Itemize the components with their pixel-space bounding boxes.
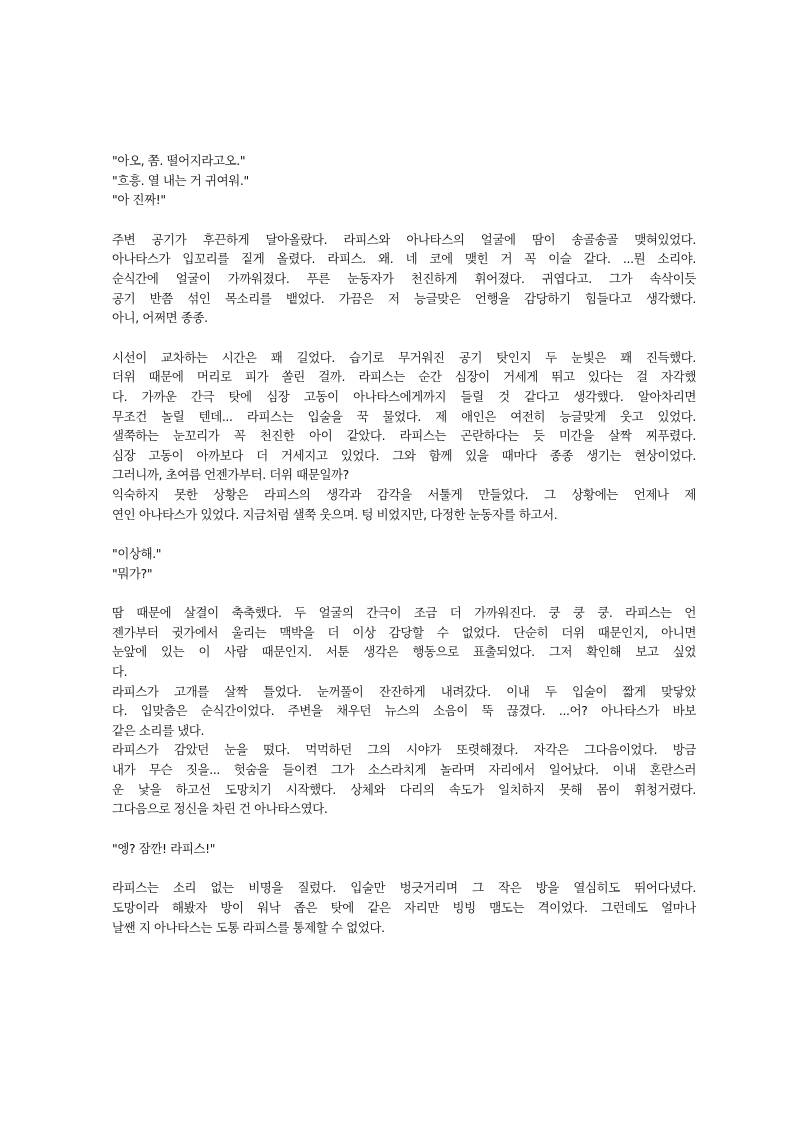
paragraph-gap: [112, 328, 696, 348]
dialogue-line: "아오, 쫌. 떨어지라고오.": [112, 153, 246, 168]
text-line: 운 낯을 하고선 도망치기 시작했다. 상체와 다리의 속도가 일치하지 못해 몸이 휘청거렸다.: [112, 781, 696, 797]
paragraph-gap: [112, 210, 696, 230]
text-line: 도망이라 해봤자 방이 워낙 좁은 탓에 같은 자리만 빙빙 맴도는 격이었다. 그런데도 얼마나: [112, 900, 696, 915]
paragraph-block-4: [112, 878, 696, 937]
text-line: 익숙하지 못한 상황은 라피스의 생각과 감각을 서툴게 만들었다. 그 상황에는 언제나 제: [112, 486, 696, 502]
text-line: 내가 무슨 짓을... 헛숨을 들이켠 그가 소스라치게 놀라며 자리에서 일어났다. 이내 혼란스러: [112, 762, 696, 778]
dialogue-line: "이상해.": [112, 546, 162, 562]
text-line: 다.: [112, 664, 128, 680]
text-line: 다. 가까운 간극 탓에 심장 고동이 아나타스에게까지 들릴 것 같다고 생각했다. 알아차리면: [112, 388, 696, 404]
text-line: 눈앞에 있는 이 사람 때문인지. 서툰 생각은 행동으로 표출되었다. 그저 확인해 보고 싶었: [112, 644, 696, 660]
dialogue-block-2: [112, 544, 696, 583]
text-line: 아나타스가 입꼬리를 짙게 올렸다. 라피스. 왜. 네 코에 맺힌 거 꼭 이슬 같다. ...뭔 소리야.: [112, 251, 696, 267]
paragraph-block-1: [112, 230, 696, 328]
text-line: 그러니까, 초여름 언젠가부터. 더위 때문일까?: [112, 467, 349, 483]
dialogue-line: "흐흥. 열 내는 거 귀여워.": [112, 172, 249, 188]
text-line: 그다음으로 정신을 차린 건 아나타스였다.: [112, 801, 328, 817]
text-line: 순식간에 얼굴이 가까워졌다. 푸른 눈동자가 천진하게 휘어졌다. 귀엽다고. 그가 속삭이듯: [112, 270, 696, 286]
text-line: 라피스가 감았던 눈을 떴다. 먹먹하던 그의 시야가 또렷해졌다. 자각은 그다음이었다. 방금: [112, 742, 696, 758]
text-line: 연인 아나타스가 있었다. 지금처럼 샐쭉 웃으며. 텅 비었지만, 다정한 눈동자를 하고서.: [112, 506, 558, 522]
paragraph-gap: [112, 583, 696, 603]
dialogue-line: "뭐가?": [112, 565, 153, 581]
text-line: 무조건 놀릴 텐데... 라피스는 입술을 꾹 물었다. 제 애인은 여전히 능글맞게 웃고 있었다.: [112, 408, 696, 424]
paragraph-gap: [112, 524, 696, 544]
text-line: 라피스는 소리 없는 비명을 질렀다. 입술만 벙긋거리며 그 작은 방을 열심히도 뛰어다녔다.: [112, 880, 696, 896]
text-line: 공기 반쯤 섞인 목소리를 뱉었다. 가끔은 저 능글맞은 언행을 감당하기 힘들다고 생각했다.: [112, 290, 696, 306]
paragraph-block-2: [112, 348, 696, 524]
text-line: 주변 공기가 후끈하게 달아올랐다. 라피스와 아나타스의 얼굴에 땀이 송골송골 맺혀있었다.: [112, 231, 696, 247]
paragraph-gap: [112, 858, 696, 878]
text-line: 같은 소리를 냈다.: [112, 722, 205, 738]
text-line: 라피스가 고개를 살짝 틀었다. 눈꺼풀이 잔잔하게 내려갔다. 이내 두 입술이 짧게 맞닿았: [112, 683, 696, 699]
dialogue-block-1: [112, 151, 696, 210]
text-line: 시선이 교차하는 시간은 꽤 길었다. 습기로 무거워진 공기 탓인지 두 눈빛은 꽤 진득했다.: [112, 349, 696, 365]
text-line: 더위 때문에 머리로 피가 쏠린 걸까. 라피스는 순간 심장이 거세게 뛰고 있다는 걸 자각했: [112, 369, 696, 385]
dialogue-line: "아 진짜!": [112, 192, 166, 208]
dialogue-line: "엥? 잠깐! 라피스!": [112, 840, 216, 856]
text-line: 샐쭉하는 눈꼬리가 꼭 천진한 아이 같았다. 라피스는 곤란하다는 듯 미간을 살짝 찌푸렸다.: [112, 428, 696, 444]
document-body: [112, 151, 696, 937]
text-line: 다. 입맞춤은 순식간이었다. 주변을 채우던 뉴스의 소음이 뚝 끊겼다. ...어? 아나타스가 바보: [112, 703, 696, 719]
paragraph-gap: [112, 819, 696, 839]
text-line: 날쌘 지 아나타스는 도통 라피스를 통제할 수 없었다.: [112, 919, 385, 935]
text-line: 땀 때문에 살결이 축축했다. 두 얼굴의 간극이 조금 더 가까워진다. 쿵 쿵 쿵. 라피스는 언: [112, 605, 696, 621]
text-line: 젠가부터 귓가에서 울리는 맥박을 더 이상 감당할 수 없었다. 단순히 더위 때문인지, 아니면: [112, 624, 696, 640]
text-line: 심장 고동이 아까보다 더 거세지고 있었다. 그와 함께 있을 때마다 종종 생기는 현상이었다.: [112, 447, 696, 463]
dialogue-block-3: [112, 839, 696, 859]
text-line: 아니, 어쩌면 종종.: [112, 310, 208, 326]
paragraph-block-3: [112, 603, 696, 819]
